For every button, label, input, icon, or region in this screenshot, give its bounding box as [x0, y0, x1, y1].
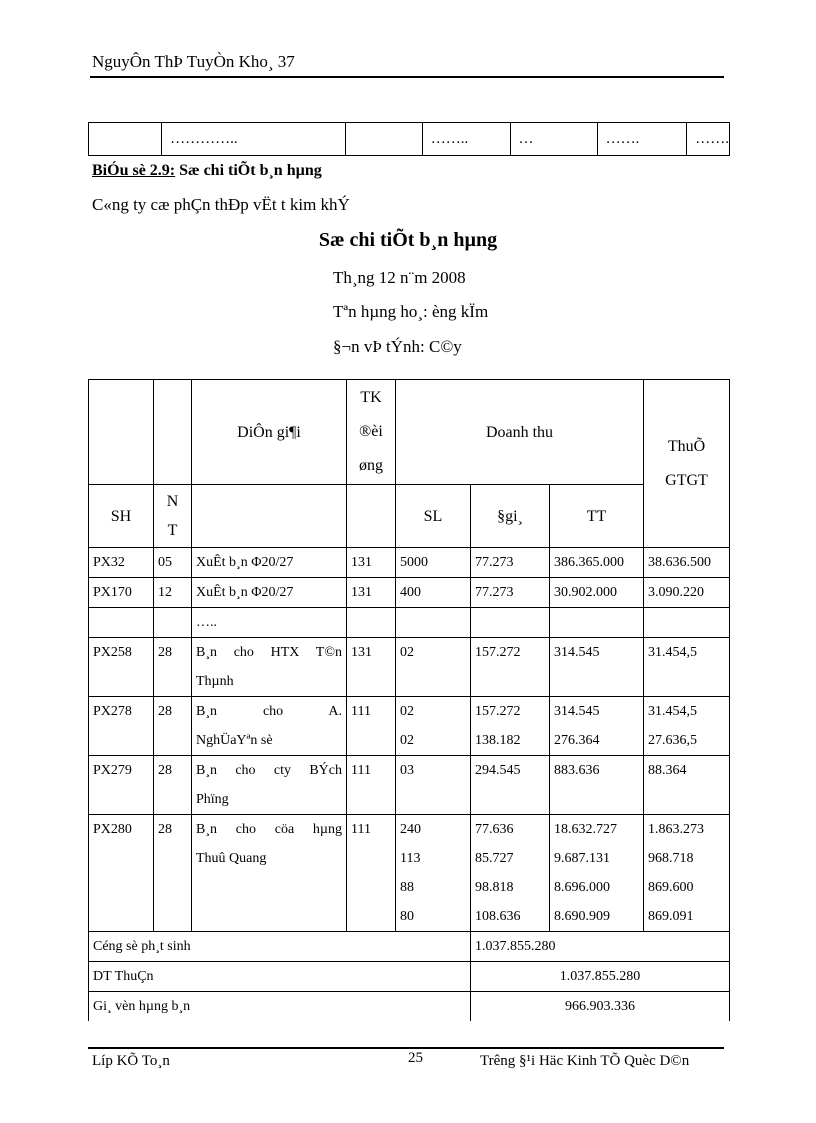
header-sl: SL: [396, 485, 471, 548]
cell-line: Phïng: [196, 792, 229, 807]
cell-line: 38.636.500: [648, 555, 711, 570]
header-cell: [192, 485, 347, 548]
cell-dg: [192, 815, 347, 932]
cell-line: 77.636: [475, 822, 514, 837]
table-row: [89, 815, 730, 932]
table-cell: [345, 123, 422, 156]
cell-tk: 131: [347, 548, 396, 578]
cell-tk: 111: [347, 697, 396, 756]
cell-line: [475, 608, 545, 637]
summary-row: [89, 962, 730, 992]
cell-dg: [192, 548, 347, 578]
table-cell: …….: [597, 123, 687, 156]
summary-row: [89, 992, 730, 1022]
cell-line: [648, 608, 725, 637]
header-line: øng: [359, 457, 383, 474]
header-line: ®èi: [359, 423, 383, 440]
footer-rule: [88, 1047, 724, 1049]
cell-line: Thuû Quang: [196, 851, 267, 866]
header-line: N: [166, 493, 179, 510]
table-cell: …………..: [162, 123, 346, 156]
header-cell: [347, 485, 396, 548]
table-cell: …….: [687, 123, 730, 156]
ledger-unit: §¬n vÞ tÝnh: C©y: [333, 337, 462, 356]
cell-line: 883.636: [554, 763, 600, 778]
figure-caption: [92, 162, 322, 180]
cell-gia: [471, 815, 550, 932]
cell-line: 314.545: [554, 645, 600, 660]
caption-text: Sæ chi tiÕt b¸n hµng: [175, 162, 322, 179]
company-name: C«ng ty cæ phÇn thÐp vËt t kim khÝ: [92, 195, 350, 214]
cell-tk: [347, 608, 396, 638]
cell-line: …..: [196, 615, 217, 630]
cell-line: 88.364: [648, 763, 687, 778]
cell-line: 400: [400, 585, 421, 600]
cell-line: 80: [400, 909, 414, 924]
ledger-title: Sæ chi tiÕt b¸n hµng: [318, 229, 498, 251]
summary-value: 1.037.855.280: [471, 962, 730, 992]
cell-tt: [550, 756, 644, 815]
cell-line: 85.727: [475, 851, 514, 866]
cell-line: 294.545: [475, 763, 521, 778]
cell-sl: [396, 548, 471, 578]
cell-line: 18.632.727: [554, 822, 617, 837]
cell-gia: [471, 638, 550, 697]
table-row: [89, 756, 730, 815]
cell-nt: 28: [154, 638, 192, 697]
cell-line: 77.273: [475, 585, 514, 600]
cell-line: 386.365.000: [554, 555, 624, 570]
cell-sl: [396, 815, 471, 932]
cell-sh: [89, 608, 154, 638]
cell-thue: [644, 697, 730, 756]
cell-line: B¸n cho cöa hµng: [196, 822, 342, 837]
cell-sl: [396, 638, 471, 697]
cell-line: 31.454,5: [648, 704, 697, 719]
header-line: T: [167, 522, 178, 539]
header-row: [89, 485, 730, 548]
cell-thue: [644, 756, 730, 815]
cell-nt: [154, 608, 192, 638]
summary-row: [89, 932, 730, 962]
cell-line: 869.091: [648, 909, 694, 924]
table-row: [89, 697, 730, 756]
cell-line: 8.690.909: [554, 909, 610, 924]
cell-line: B¸n cho HTX T©n: [196, 645, 342, 660]
cell-gia: [471, 548, 550, 578]
cell-tt: [550, 548, 644, 578]
table-cell: [89, 123, 162, 156]
cell-sl: [396, 608, 471, 638]
cell-line: 9.687.131: [554, 851, 610, 866]
cell-gia: [471, 756, 550, 815]
cell-tt: [550, 638, 644, 697]
cell-line: Thµnh: [196, 674, 234, 689]
cell-sh: PX278: [89, 697, 154, 756]
footer-school: Trêng §¹i Häc Kinh TÕ Quèc D©n: [480, 1053, 690, 1069]
cell-gia: [471, 697, 550, 756]
cell-dg: [192, 608, 347, 638]
cell-line: 3.090.220: [648, 585, 704, 600]
cell-line: 240: [400, 822, 421, 837]
cell-line: 02: [400, 733, 414, 748]
cell-thue: [644, 638, 730, 697]
cell-line: 113: [400, 851, 421, 866]
cell-line: 108.636: [475, 909, 521, 924]
cell-line: [400, 608, 466, 637]
table-row: [89, 638, 730, 697]
cell-thue: [644, 608, 730, 638]
header-line: ThuÕ: [667, 437, 706, 455]
cell-line: 27.636,5: [648, 733, 697, 748]
header-line: GTGT: [665, 471, 708, 489]
page-number: 25: [408, 1050, 423, 1066]
summary-label: Gi¸ vèn hµng b¸n: [89, 992, 471, 1022]
cell-line: 8.696.000: [554, 880, 610, 895]
cell-dg: [192, 578, 347, 608]
cell-line: 02: [400, 645, 414, 660]
top-continuation-table: [88, 122, 730, 156]
cell-tt: [550, 578, 644, 608]
cell-tk: 111: [347, 756, 396, 815]
header-don-gia: §gi¸: [471, 485, 550, 548]
cell-line: 31.454,5: [648, 645, 697, 660]
cell-nt: 28: [154, 815, 192, 932]
cell-line: 869.600: [648, 880, 694, 895]
table-row: [89, 578, 730, 608]
cell-tk: 131: [347, 578, 396, 608]
cell-line: 88: [400, 880, 414, 895]
cell-line: 03: [400, 763, 414, 778]
footer-class: Líp KÕ To¸n: [92, 1053, 170, 1069]
ledger-body: [89, 548, 730, 932]
cell-dg: [192, 697, 347, 756]
header-nt: [154, 485, 192, 548]
cell-line: 1.863.273: [648, 822, 704, 837]
cell-line: 314.545: [554, 704, 600, 719]
cell-line: 138.182: [475, 733, 521, 748]
cell-tt: [550, 608, 644, 638]
cell-nt: 05: [154, 548, 192, 578]
sales-ledger-table: [88, 379, 730, 1021]
header-tk-doi-ung: [347, 380, 396, 485]
cell-sl: [396, 578, 471, 608]
cell-dg: [192, 638, 347, 697]
header-sh: SH: [89, 485, 154, 548]
cell-gia: [471, 578, 550, 608]
header-row: [89, 380, 730, 485]
header-rule: [90, 76, 724, 78]
cell-line: 276.364: [554, 733, 600, 748]
header-thue-gtgt: [644, 380, 730, 548]
header-cell: [154, 380, 192, 485]
cell-tk: 131: [347, 638, 396, 697]
cell-line: 30.902.000: [554, 585, 617, 600]
header-dien-giai: DiÔn gi¶i: [192, 380, 347, 485]
cell-tt: [550, 697, 644, 756]
table-cell: ……..: [422, 123, 510, 156]
table-row: [89, 608, 730, 638]
cell-dg: [192, 756, 347, 815]
cell-sh: PX279: [89, 756, 154, 815]
header-tt: TT: [550, 485, 644, 548]
cell-sl: [396, 756, 471, 815]
cell-line: XuÊt b¸n Φ20/27: [196, 585, 294, 600]
cell-nt: 12: [154, 578, 192, 608]
cell-nt: 28: [154, 697, 192, 756]
summary-value: 1.037.855.280: [471, 932, 730, 962]
caption-label: BiÓu sè 2.9:: [92, 162, 176, 179]
cell-line: 968.718: [648, 851, 694, 866]
cell-line: 5000: [400, 555, 428, 570]
ledger-month: Th¸ng 12 n¨m 2008: [333, 268, 466, 287]
summary-value: 966.903.336: [471, 992, 730, 1022]
page-header: NguyÔn ThÞ TuyÒn Kho¸ 37: [92, 52, 295, 71]
cell-sh: PX32: [89, 548, 154, 578]
cell-sl: [396, 697, 471, 756]
cell-thue: [644, 548, 730, 578]
table-row: [89, 548, 730, 578]
cell-gia: [471, 608, 550, 638]
cell-line: 77.273: [475, 555, 514, 570]
table-row: [89, 123, 730, 156]
cell-line: XuÊt b¸n Φ20/27: [196, 555, 294, 570]
cell-line: B¸n cho A.: [196, 704, 342, 719]
cell-thue: [644, 578, 730, 608]
summary-label: Céng sè ph¸t sinh: [89, 932, 471, 962]
cell-line: 157.272: [475, 704, 521, 719]
cell-nt: 28: [154, 756, 192, 815]
cell-sh: PX258: [89, 638, 154, 697]
cell-thue: [644, 815, 730, 932]
cell-line: NghÜaYªn sè: [196, 733, 273, 748]
cell-tk: 111: [347, 815, 396, 932]
cell-line: 157.272: [475, 645, 521, 660]
cell-line: [554, 608, 639, 637]
header-doanh-thu: Doanh thu: [396, 380, 644, 485]
cell-line: 98.818: [475, 880, 514, 895]
cell-sh: PX280: [89, 815, 154, 932]
header-cell: [89, 380, 154, 485]
table-cell: …: [510, 123, 597, 156]
cell-line: B¸n cho cty BÝch: [196, 763, 342, 778]
summary-label: DT ThuÇn: [89, 962, 471, 992]
ledger-goods: Tªn hµng ho¸: èng kÏm: [333, 302, 489, 321]
cell-sh: PX170: [89, 578, 154, 608]
cell-tt: [550, 815, 644, 932]
cell-line: 02: [400, 704, 414, 719]
header-line: TK: [360, 389, 382, 406]
